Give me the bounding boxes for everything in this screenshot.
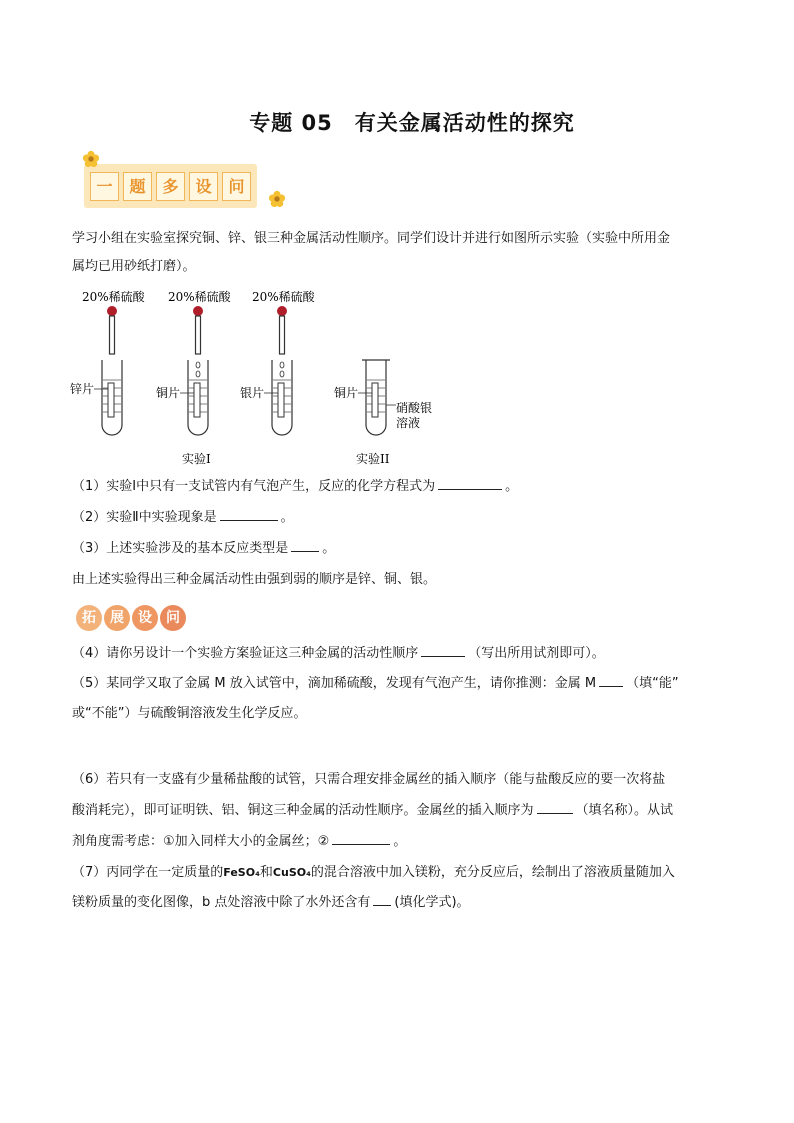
- answer-blank[interactable]: [537, 800, 573, 814]
- question-5: （5）某同学又取了金属 M 放入试管中，滴加稀硫酸，发现有气泡产生，请你推测：金属 M （填“能”: [72, 671, 732, 697]
- metal-label-copper: 铜片: [334, 386, 359, 400]
- answer-blank[interactable]: [373, 892, 391, 906]
- answer-blank[interactable]: [421, 643, 465, 657]
- question-6: （6）若只有一支盛有少量稀盐酸的试管，只需合理安排金属丝的插入顺序（能与盐酸反应的要一次将盐: [72, 772, 666, 787]
- formula-cuso4: CuSO₄: [272, 866, 311, 879]
- question-2: （2）实验Ⅱ中实验现象是 。: [72, 505, 732, 531]
- banner-char: 题: [123, 172, 152, 201]
- answer-blank[interactable]: [438, 476, 502, 490]
- question-6-line2: 酸消耗完），即可证明铁、铝、铜这三种金属的活动性顺序。金属丝的插入顺序为 （填名称）。从试: [72, 798, 732, 824]
- answer-blank[interactable]: [291, 538, 319, 552]
- acid-label: 20%稀硫酸: [168, 290, 231, 304]
- answer-blank[interactable]: [332, 831, 390, 845]
- question-4: （4）请你另设计一个实验方案验证这三种金属的活动性顺序 （写出所用试剂即可）。: [72, 641, 732, 667]
- formula-feso4: FeSO₄: [223, 866, 260, 879]
- question-6-line3: 剂角度需考虑：①加入同样大小的金属丝；② 。: [72, 829, 732, 855]
- page-title: 专题 05 有关金属活动性的探究: [249, 111, 575, 135]
- question-7: （7）丙同学在一定质量的FeSO₄和CuSO₄的混合溶液中加入镁粉，充分反应后，绘制出了溶液质量随加入: [72, 865, 675, 880]
- question-7-line2: 镁粉质量的变化图像，b 点处溶液中除了水外还含有 (填化学式)。: [72, 890, 732, 916]
- experiment-figure: [70, 285, 470, 470]
- intro-line: 属均已用砂纸打磨）。: [72, 259, 196, 274]
- banner-char: 多: [156, 172, 185, 201]
- banner-char: 问: [160, 605, 186, 631]
- banner-char: 展: [104, 605, 130, 631]
- section-banner-extension: [76, 603, 186, 633]
- solution-label: 溶液: [396, 416, 421, 430]
- figure-caption: 实验II: [356, 452, 390, 466]
- banner-char: 设: [132, 605, 158, 631]
- metal-label-silver: 银片: [240, 386, 265, 400]
- acid-label: 20%稀硫酸: [82, 290, 145, 304]
- answer-blank[interactable]: [599, 673, 623, 687]
- banner-char: 设: [189, 172, 218, 201]
- section-banner-main: [84, 164, 257, 208]
- intro-line: 学习小组在实验室探究铜、锌、银三种金属活动性顺序。同学们设计并进行如图所示实验（实验中所用金: [72, 231, 671, 246]
- question-5-line2: 或“不能”）与硫酸铜溶液发生化学反应。: [72, 706, 307, 721]
- answer-blank[interactable]: [220, 507, 278, 521]
- banner-char: 一: [90, 172, 119, 201]
- question-3: （3）上述实验涉及的基本反应类型是 。: [72, 536, 732, 562]
- flower-icon: [268, 190, 286, 208]
- banner-char: 问: [222, 172, 251, 201]
- figure-caption: 实验I: [182, 452, 211, 466]
- banner-char: 拓: [76, 605, 102, 631]
- conclusion: 由上述实验得出三种金属活动性由强到弱的顺序是锌、铜、银。: [72, 572, 437, 587]
- metal-label-copper: 铜片: [156, 386, 181, 400]
- question-1: （1）实验Ⅰ中只有一支试管内有气泡产生，反应的化学方程式为 。: [72, 474, 732, 500]
- metal-label-zinc: 锌片: [70, 382, 95, 396]
- acid-label: 20%稀硫酸: [252, 290, 315, 304]
- solution-label: 硝酸银: [396, 401, 433, 415]
- flower-icon: [82, 150, 100, 168]
